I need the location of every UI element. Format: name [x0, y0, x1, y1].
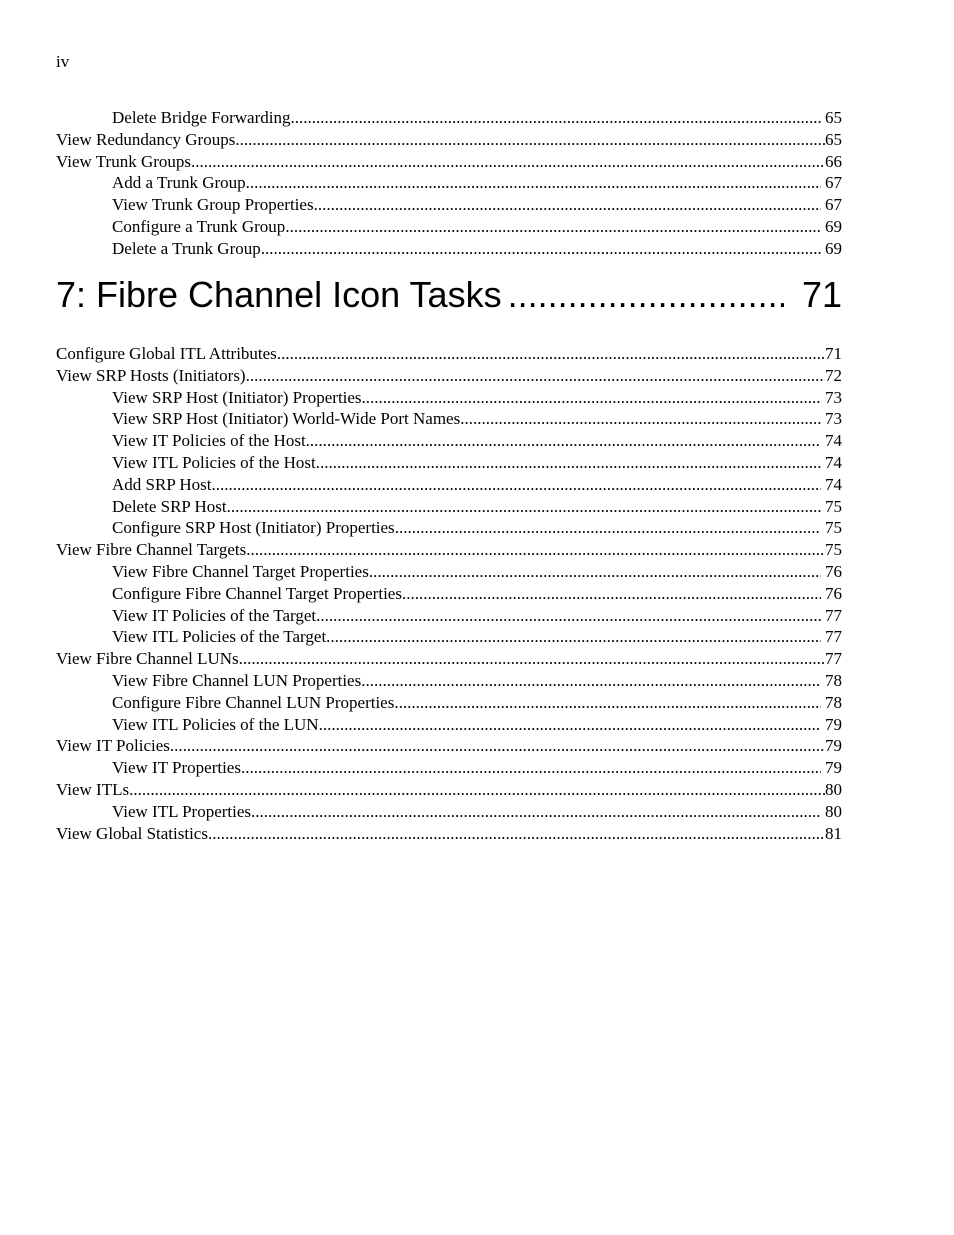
toc-entry-title: View Fibre Channel LUN Properties: [112, 670, 362, 690]
toc-entry[interactable]: [56, 757, 842, 779]
dot-leader: [246, 172, 821, 194]
toc-entry-title: View ITL Policies of the LUN: [112, 714, 319, 734]
dot-leader: [402, 583, 821, 605]
toc-entry-page-number: 79: [825, 714, 842, 734]
toc-entry-title: Delete Bridge Forwarding: [112, 108, 291, 127]
toc-entry-page-number: 80: [825, 801, 842, 821]
chapter-title: 7: Fibre Channel Icon Tasks: [56, 274, 502, 315]
dot-leader: [361, 670, 821, 692]
toc-entry-title: View SRP Host (Initiator) Properties: [112, 387, 362, 407]
toc-entry[interactable]: [56, 583, 842, 605]
toc-entry-title: View SRP Host (Initiator) World-Wide Port Names: [112, 409, 461, 429]
toc-entry-page-number: 69: [825, 238, 842, 258]
toc-entry-page-number: 76: [825, 561, 842, 581]
dot-leader: [319, 714, 821, 736]
toc-entry-title: Delete a Trunk Group: [112, 238, 261, 258]
toc-entry-page-number: 74: [825, 452, 842, 472]
toc-entry[interactable]: [56, 194, 842, 216]
toc-entry-page-number: 74: [825, 474, 842, 494]
toc-entry-title: View ITL Policies of the Target: [112, 627, 327, 647]
toc-entry-page-number: 77: [825, 627, 842, 647]
toc-entry-title: Configure a Trunk Group: [112, 216, 286, 236]
toc-entry-page-number: 78: [825, 692, 842, 712]
toc-entry-page-number: 75: [825, 540, 842, 560]
toc-entry-page-number: 67: [825, 173, 842, 193]
toc-entry-title: Configure Fibre Channel Target Properties: [112, 583, 402, 603]
toc-entry-page-number: 77: [825, 649, 842, 669]
toc-entry-title: View ITL Policies of the Host: [112, 452, 316, 472]
toc-entry-page-number: 75: [825, 496, 842, 516]
dot-leader: [246, 539, 825, 561]
toc-entry-title: View Fibre Channel LUNs: [56, 649, 239, 669]
toc-entry[interactable]: [56, 670, 842, 692]
dot-leader: [239, 648, 825, 670]
toc-entry-page-number: 76: [825, 583, 842, 603]
dot-leader: [129, 779, 825, 801]
toc-entry-title: Configure Global ITL Attributes: [56, 344, 277, 363]
dot-leader: [369, 561, 821, 583]
toc-entry-title: View SRP Hosts (Initiators): [56, 365, 246, 385]
toc-entry[interactable]: [56, 408, 842, 430]
toc-entry[interactable]: [56, 151, 842, 173]
page-number: iv: [56, 52, 70, 71]
dot-leader: [261, 238, 821, 260]
toc-entry[interactable]: [56, 387, 842, 409]
toc-entry-title: Add a Trunk Group: [112, 173, 246, 193]
dot-leader: [394, 692, 821, 714]
toc-entry-title: Configure Fibre Channel LUN Properties: [112, 692, 395, 712]
toc-entry-page-number: 69: [825, 216, 842, 236]
dot-leader: [314, 194, 821, 216]
dot-leader: [362, 387, 821, 409]
dot-leader: [460, 408, 821, 430]
toc-entry-title: Configure SRP Host (Initiator) Properties: [112, 518, 395, 538]
toc-entry-title: View Trunk Group Properties: [112, 195, 314, 215]
toc-entry-page-number: 81: [825, 823, 842, 843]
toc-entry[interactable]: [56, 692, 842, 714]
dot-leader: [316, 452, 821, 474]
toc-entry-title: View ITLs: [56, 779, 130, 799]
dot-leader: [251, 801, 821, 823]
toc-entry-page-number: 74: [825, 431, 842, 451]
toc-entry-title: View Redundancy Groups: [56, 129, 236, 149]
toc-entry[interactable]: [56, 172, 842, 194]
toc-entry-page-number: 75: [825, 518, 842, 538]
dot-leader: [246, 365, 825, 387]
toc-entry[interactable]: [56, 430, 842, 452]
dot-leader: [170, 735, 825, 757]
toc-entry[interactable]: [56, 801, 842, 823]
toc-entry[interactable]: [56, 626, 842, 648]
toc-entry-page-number: 80: [825, 779, 842, 799]
toc-entry-title: View Fibre Channel Targets: [56, 540, 247, 560]
toc-entry[interactable]: [56, 823, 842, 845]
toc-entry[interactable]: [56, 365, 842, 387]
dot-leader: [290, 107, 821, 129]
toc-entry-title: Add SRP Host: [112, 474, 212, 494]
toc-entry-title: View Global Statistics: [56, 823, 208, 843]
toc-entry-title: View Trunk Groups: [56, 151, 191, 171]
toc-entry-title: View IT Policies: [56, 736, 170, 756]
dot-leader: [212, 474, 821, 496]
toc-entry-page-number: 71: [825, 344, 842, 363]
toc-entry-title: View Fibre Channel Target Properties: [112, 561, 369, 581]
toc-entry-page-number: 72: [825, 365, 842, 385]
toc-entry[interactable]: [56, 735, 842, 757]
dot-leader: [235, 129, 825, 151]
dot-leader: [508, 273, 784, 317]
toc-entry[interactable]: [56, 238, 842, 260]
toc-entry[interactable]: [56, 107, 842, 129]
dot-leader: [227, 496, 821, 518]
dot-leader: [241, 757, 821, 779]
toc-entry[interactable]: [56, 129, 842, 151]
toc-entry-title: View IT Policies of the Host: [112, 431, 306, 451]
dot-leader: [395, 517, 821, 539]
toc-entry-title: View IT Policies of the Target: [112, 605, 317, 625]
dot-leader: [316, 605, 821, 627]
toc-entry[interactable]: [56, 605, 842, 627]
toc-entry-title: Delete SRP Host: [112, 496, 227, 516]
toc-entry-page-number: 67: [825, 195, 842, 215]
toc-entry[interactable]: [56, 474, 842, 496]
toc-entry[interactable]: [56, 452, 842, 474]
toc-entry[interactable]: [56, 561, 842, 583]
chapter-page-number: 71: [801, 274, 842, 315]
toc-entry-title: View IT Properties: [112, 758, 241, 778]
toc-entry-page-number: 77: [825, 605, 842, 625]
toc-entry-page-number: 79: [825, 758, 842, 778]
toc-entry[interactable]: [56, 496, 842, 518]
toc-entry-page-number: 65: [825, 108, 842, 127]
toc-top-section: [56, 107, 842, 260]
toc-entry[interactable]: [56, 779, 842, 801]
chapter-heading[interactable]: [56, 273, 842, 317]
toc-entry-page-number: 78: [825, 670, 842, 690]
toc-entry-title: View ITL Properties: [112, 801, 252, 821]
toc-entry-page-number: 73: [825, 387, 842, 407]
toc-entry[interactable]: [56, 343, 842, 365]
toc-entry[interactable]: [56, 539, 842, 561]
toc-entry-page-number: 79: [825, 736, 842, 756]
toc-entry[interactable]: [56, 714, 842, 736]
dot-leader: [208, 823, 825, 845]
toc-entry[interactable]: [56, 517, 842, 539]
toc-entry[interactable]: [56, 648, 842, 670]
dot-leader: [277, 343, 825, 365]
dot-leader: [285, 216, 821, 238]
dot-leader: [326, 626, 821, 648]
toc-entry-page-number: 73: [825, 409, 842, 429]
toc-chapter-section: [56, 343, 842, 844]
toc-entry[interactable]: [56, 216, 842, 238]
dot-leader: [191, 151, 825, 173]
toc-entry-page-number: 65: [825, 129, 842, 149]
dot-leader: [306, 430, 821, 452]
toc-entry-page-number: 66: [825, 151, 842, 171]
